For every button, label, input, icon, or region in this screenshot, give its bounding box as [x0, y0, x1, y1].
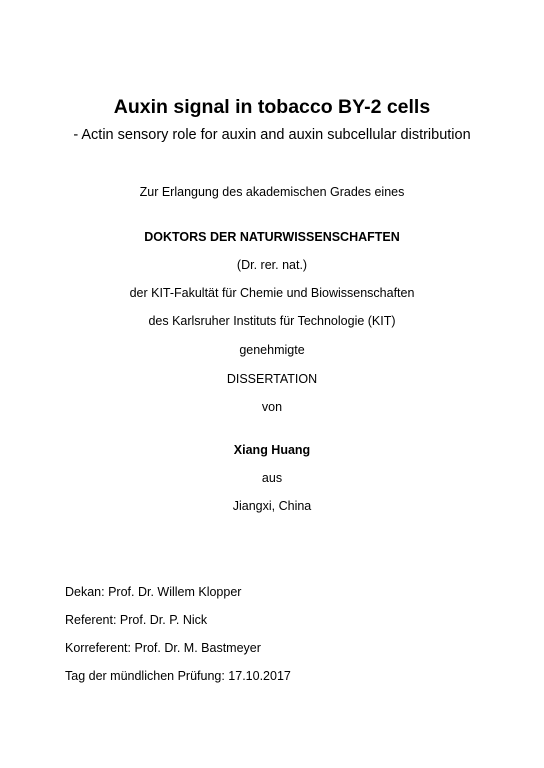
dean-line: Dekan: Prof. Dr. Willem Klopper [65, 585, 242, 599]
coreferee-line: Korreferent: Prof. Dr. M. Bastmeyer [65, 641, 261, 655]
intro-text: Zur Erlangung des akademischen Grades eines [139, 185, 405, 199]
by-text: von [261, 400, 283, 414]
faculty-text: der KIT-Fakultät für Chemie und Biowissenschaften [129, 286, 415, 300]
degree-name: DOKTORS DER NATURWISSENSCHAFTEN [144, 230, 400, 244]
referee-line: Referent: Prof. Dr. P. Nick [65, 613, 208, 627]
institute-text: des Karlsruher Instituts für Technologie (KIT) [148, 314, 396, 328]
approved-text: genehmigte [239, 343, 305, 357]
author-name: Xiang Huang [233, 443, 311, 457]
from-text: aus [261, 471, 283, 485]
exam-date-line: Tag der mündlichen Prüfung: 17.10.2017 [65, 669, 291, 683]
document-subtitle: - Actin sensory role for auxin and auxin subcellular distribution [73, 127, 471, 143]
origin-text: Jiangxi, China [232, 499, 312, 513]
degree-abbreviation: (Dr. rer. nat.) [236, 258, 308, 272]
document-title: Auxin signal in tobacco BY-2 cells [113, 96, 431, 118]
document-type: DISSERTATION [226, 372, 318, 386]
